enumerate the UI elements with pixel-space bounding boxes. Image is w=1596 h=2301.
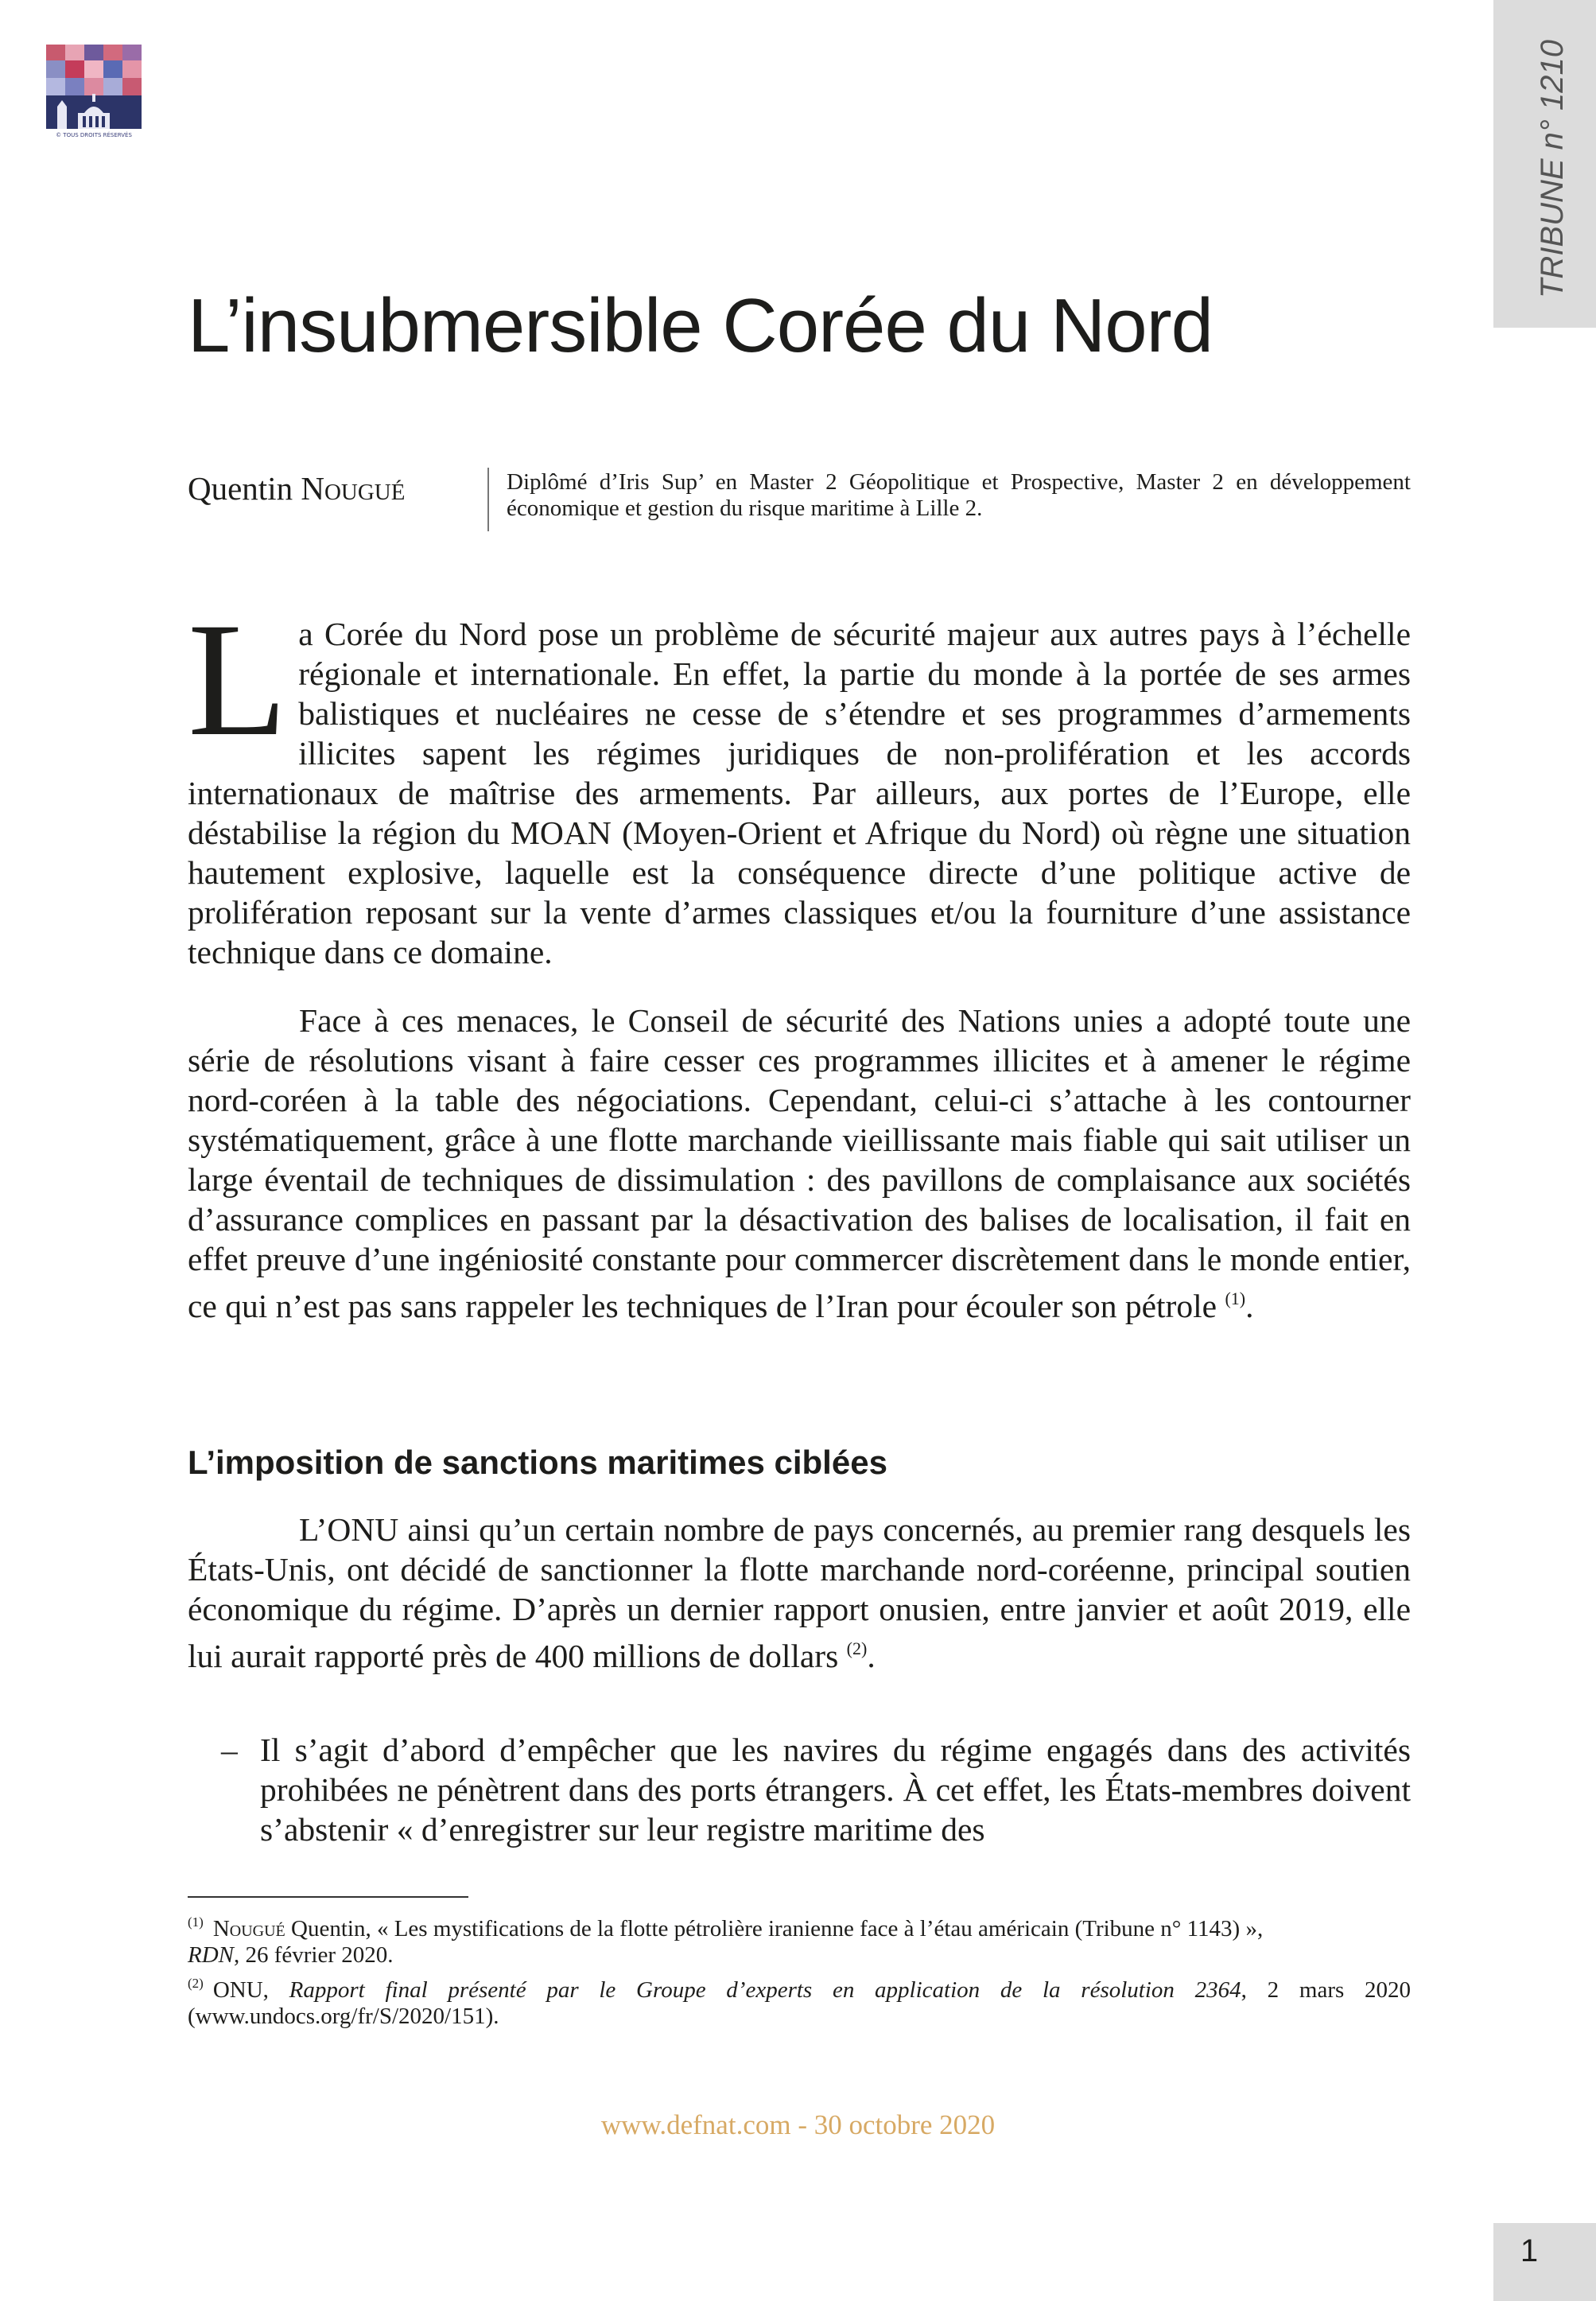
- paragraph-intro: [188, 589, 1411, 972]
- author-first-name: Quentin: [188, 470, 293, 507]
- footnote-number: (2): [188, 1976, 204, 1991]
- paragraph-intro-text: a Corée du Nord pose un problème de sécurité majeur aux autres pays à l’échelle régionale et internationale. En effet, la partie du monde à la portée de ses armes balistiques et nucléaires ne cesse de s’étendre et ses programmes d’armements illicites sapent les régimes juridiques de non-prolifération et les accords internationaux de maîtrise des armements. Par ailleurs, aux portes de l’Europe, elle déstabilise la région du MOAN (Moyen-Orient et Afrique du Nord) où règne une situation hautement explosive, laquelle est la conséquence directe d’une politique active de prolifération reposant sur la vente d’armes classiques et/ou la fourniture d’une assistance technique dans ce domaine.: [188, 616, 1411, 970]
- footnote-author: Nougué: [212, 1916, 285, 1941]
- footnotes: [188, 1909, 1411, 2031]
- series-label: TRIBUNE n° 1210: [1535, 39, 1570, 298]
- footnote-1: [188, 1909, 1411, 1969]
- logo-text: © TOUS DROITS RÉSERVÉS: [56, 132, 132, 138]
- footnote-text: Quentin, « Les mystifications de la flotte pétrolière iranienne face à l’étau américain (Tribune n° 1143) »,: [285, 1916, 1264, 1941]
- footnote-italic: Rapport final présenté par le Groupe d’experts en application de la résolution 2364: [289, 1977, 1241, 2003]
- footnote-text-end: , 26 février 2020.: [234, 1942, 394, 1968]
- footnote-ref-1[interactable]: (1): [1225, 1288, 1246, 1308]
- footnote-number: (1): [188, 1914, 204, 1930]
- paragraph-third-end: .: [867, 1638, 876, 1674]
- author-divider: [487, 468, 489, 531]
- footnote-ref-2[interactable]: (2): [846, 1638, 868, 1658]
- footnote-text-end: , 2 mars 2020 (www.undocs.org/fr/S/2020/151).: [188, 1977, 1411, 2029]
- paragraph-third: [188, 1510, 1411, 1676]
- page-number: 1: [1520, 2233, 1539, 2268]
- page-title: L’insubmersible Corée du Nord: [188, 283, 1214, 368]
- paragraph-second-end: .: [1245, 1288, 1254, 1324]
- footer-site-link[interactable]: www.defnat.com - 30 octobre 2020: [600, 2109, 996, 2140]
- author-name: [188, 469, 405, 507]
- footnote-divider: [188, 1896, 468, 1898]
- bullet-text: Il s’agit d’abord d’empêcher que les navires du régime engagés dans des activités prohibées ne pénètrent dans des ports étrangers. À cet effet, les États-membres doivent s’abstenir « d’enregistrer sur leur registre maritime des: [260, 1732, 1411, 1848]
- footnote-2: [188, 1970, 1411, 2030]
- author-bio: Diplômé d’Iris Sup’ en Master 2 Géopolitique et Prospective, Master 2 en développement économique et gestion du risque maritime à Lille 2.: [507, 469, 1411, 521]
- bullet-dash: –: [221, 1732, 238, 1768]
- footnote-text: ONU,: [212, 1977, 289, 2003]
- paragraph-third-text: L’ONU ainsi qu’un certain nombre de pays concernés, au premier rang desquels les États-Unis, ont décidé de sanctionner la flotte marchande nord-coréenne, principal soutien économique du régime. D’après un dernier rapport onusien, entre janvier et août 2019, elle lui aurait rapporté près de 400 millions de dollars: [188, 1511, 1411, 1674]
- institution-logo-icon: [46, 45, 142, 140]
- list-item: [188, 1730, 1411, 1849]
- drop-cap: L: [188, 589, 288, 770]
- author-last-name: Nougué: [301, 470, 406, 507]
- paragraph-second: [188, 1001, 1411, 1326]
- paragraph-second-text: Face à ces menaces, le Conseil de sécurité des Nations unies a adopté toute une série de résolutions visant à faire cesser ces programmes illicites et à amener le régime nord-coréen à la table des négociations. Cependant, celui-ci s’attache à les contourner systématiquement, grâce à une flotte marchande vieillissante mais fiable qui sait utiliser un large éventail de techniques de dissimulation : des pavillons de complaisance aux sociétés d’assurance complices en passant par la désactivation des balises de localisation, il fait en effet preuve d’une ingéniosité constante pour commercer discrètement dans le monde entier, ce qui n’est pas sans rappeler les techniques de l’Iran pour écouler son pétrole: [188, 1002, 1411, 1324]
- section-heading: L’imposition de sanctions maritimes ciblées: [188, 1444, 887, 1481]
- footnote-italic: RDN: [188, 1942, 234, 1968]
